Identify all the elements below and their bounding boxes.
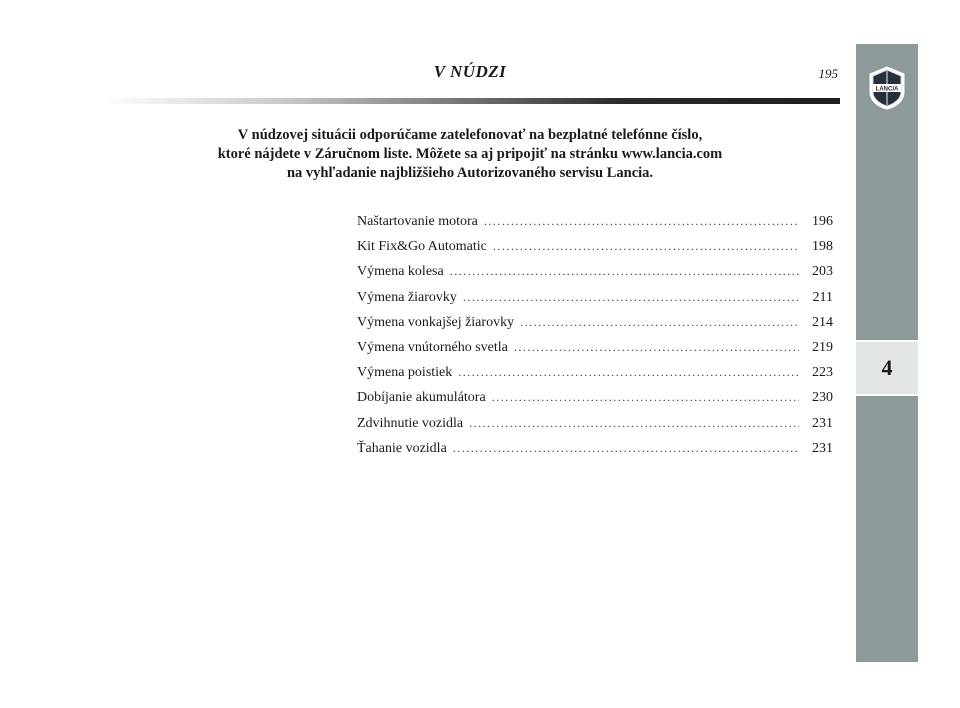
toc-entry[interactable] bbox=[357, 239, 833, 264]
toc-entry[interactable] bbox=[357, 264, 833, 289]
toc-leader-dots bbox=[492, 390, 799, 405]
chapter-tab[interactable]: 4 bbox=[856, 340, 918, 396]
toc-label: Výmena vonkajšej žiarovky bbox=[357, 314, 515, 330]
toc-page-number: 223 bbox=[812, 365, 833, 381]
intro-paragraph bbox=[170, 126, 770, 183]
toc-leader-dots bbox=[453, 441, 799, 456]
toc-page-number: 230 bbox=[812, 390, 833, 406]
toc-page-number: 219 bbox=[812, 339, 833, 355]
toc-page-number: 211 bbox=[812, 289, 833, 305]
intro-line: na vyhľadanie najbližšieho Autorizovaného servisu Lancia. bbox=[286, 165, 654, 181]
intro-line: ktoré nájdete v Záručnom liste. Môžete sa aj pripojiť na stránku www.lancia.com bbox=[217, 146, 723, 162]
logo-text: LANCIA bbox=[875, 86, 899, 93]
toc-page-number: 231 bbox=[812, 440, 833, 456]
toc-label: Výmena kolesa bbox=[357, 264, 444, 280]
toc-leader-dots bbox=[520, 315, 799, 330]
toc-leader-dots bbox=[469, 416, 799, 431]
toc-leader-dots bbox=[463, 290, 799, 305]
toc-label: Zdvihnutie vozidla bbox=[357, 415, 464, 431]
toc-leader-dots bbox=[514, 340, 799, 355]
chapter-title: V NÚDZI bbox=[433, 62, 507, 81]
intro-line: V núdzovej situácii odporúčame zatelefonovať na bezplatné telefónne číslo, bbox=[237, 127, 703, 143]
table-of-contents bbox=[357, 214, 833, 466]
toc-page-number: 214 bbox=[812, 314, 833, 330]
toc-label: Výmena poistiek bbox=[357, 365, 453, 381]
toc-leader-dots bbox=[458, 365, 799, 380]
toc-page-number: 198 bbox=[812, 239, 833, 255]
toc-entry[interactable] bbox=[357, 416, 833, 441]
toc-entry[interactable] bbox=[357, 365, 833, 390]
toc-label: Ťahanie vozidla bbox=[357, 440, 447, 456]
toc-leader-dots bbox=[484, 214, 799, 229]
toc-entry[interactable] bbox=[357, 340, 833, 365]
toc-entry[interactable] bbox=[357, 441, 833, 466]
toc-label: Výmena žiarovky bbox=[357, 289, 457, 305]
toc-label: Naštartovanie motora bbox=[357, 214, 478, 229]
toc-leader-dots bbox=[493, 239, 799, 254]
lancia-shield-icon bbox=[868, 66, 906, 110]
toc-leader-dots bbox=[450, 264, 799, 279]
page-number: 195 bbox=[818, 66, 838, 81]
toc-entry[interactable] bbox=[357, 214, 833, 239]
toc-page-number: 231 bbox=[812, 415, 833, 431]
toc-entry[interactable] bbox=[357, 290, 833, 315]
toc-label: Dobíjanie akumulátora bbox=[357, 390, 486, 406]
toc-entry[interactable] bbox=[357, 390, 833, 415]
toc-page-number: 203 bbox=[812, 264, 833, 280]
toc-label: Výmena vnútorného svetla bbox=[357, 339, 508, 355]
header-divider bbox=[100, 98, 840, 104]
toc-label: Kit Fix&Go Automatic bbox=[357, 239, 487, 255]
toc-page-number: 196 bbox=[812, 214, 833, 229]
toc-entry[interactable] bbox=[357, 315, 833, 340]
